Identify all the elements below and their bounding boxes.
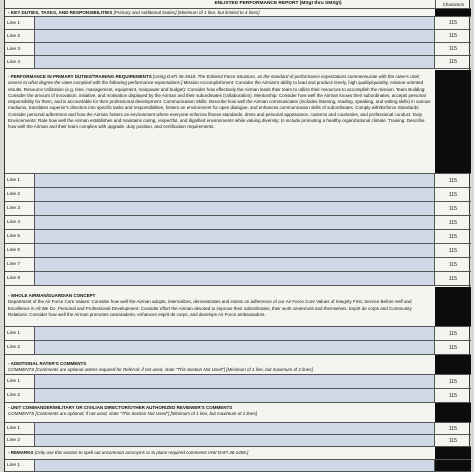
epr-form xyxy=(4,0,470,472)
whole-airman-heading: - WHOLE AIRMAN/GUARDIAN CONCEPT xyxy=(8,293,96,298)
character-count: 115 xyxy=(449,46,457,52)
character-count: 115 xyxy=(449,330,457,337)
line-label: Line 4 xyxy=(5,216,35,229)
performance-line-input[interactable] xyxy=(35,174,435,187)
performance-body: Mission Accomplishment: Consider the Airman's ability to lead and produce timely, high quality/quantity, mission-oriented results. Resource Utilization (e.g. time, management, equipment, manpower and budget): Consider how effectively the Airman leads their team to utilize their resources to accomplish the mission. Team Building: Consider the amount of innovation, initiative, and motivation displayed by the Airman and their subordinates (collaboration). Mentorship: Consider how well the Airman knows their subordinates, accepts personal responsibility for them, and is accountable for their professional development. Communication Skills: Describe how well the Airman communicates (includes listening, reading, speaking, and writing skills) in various mediums, translates superior's direction into specific tasks and responsibilities, fosters an environment for open dialogue, and enhances communication skills of subordinates. Comply with/Enforce Standards: Consider personal adherence and how the Airman fosters an environment where everyone enforces fitness standards, dress and personal appearance, customs and courtesies, and professional conduct. Duty Environments: Rate how well the Airman establishes and maintains caring, respectful, and dignified environments while valuing diversity; to include promoting a healthy organizational climate. Training: Describe how well the Airman and their team complies with upgrade, duty position, and certification requirements. xyxy=(8,80,431,130)
line-label: Line 1 xyxy=(5,375,35,388)
key-duties-note: [Primary and Additional Duties] [Minimum of 1 line, but limited to 4 lines] xyxy=(113,10,260,15)
key-duties-line-row xyxy=(5,30,471,43)
rater-line-input[interactable] xyxy=(35,375,435,388)
whole-airman-header xyxy=(5,287,471,327)
commander-heading: - UNIT COMMANDER/MILITARY OR CIVILIAN DIRECTOR/OTHER AUTHORIZED REVIEWER'S COMMENTS xyxy=(8,405,233,410)
whole-airman-body: Department of the Air Force Core Values: Consider how well the Airman adopts, internalizes, demonstrates and insists on adherence of our Air Force Core Values of Integrity First, Service Before Self and Excellence in All We Do. Personal and Professional Development: Consider effort the Airman devoted to improve their subordinates, their work center/unit and themselves. Esprit de corps and Community Relations: Consider how well the Airman promotes camaraderie, enhances esprit de corps, and develops Air Force ambassadors. xyxy=(8,299,412,317)
line-label: Line 5 xyxy=(5,230,35,243)
performance-line-row xyxy=(5,230,471,244)
performance-intro: [Using DAFI 36-2618, The Enlisted Force Structure, as the standard of performance expectations commensurate with the ratee's rank; assess to what degree the ratee complied with the following performance expectations.] xyxy=(8,74,421,86)
whole-airman-line-input[interactable] xyxy=(35,341,435,354)
whole-airman-line-row xyxy=(5,327,471,341)
rater-line-row xyxy=(5,389,471,403)
key-duties-line-row xyxy=(5,56,471,69)
rater-line-row xyxy=(5,375,471,389)
character-count: 115 xyxy=(449,378,457,385)
remarks-note: [Only use this section to spell out uncommon acronyms or to place required comments IAW DAFI 36-2406.] xyxy=(34,450,249,455)
commander-line-input[interactable] xyxy=(35,423,435,434)
line-label: Line 1 xyxy=(5,17,35,29)
line-label: Line 4 xyxy=(5,56,35,68)
performance-line-row xyxy=(5,174,471,188)
remarks-header xyxy=(5,447,471,460)
line-label: Line 6 xyxy=(5,244,35,257)
performance-line-row xyxy=(5,272,471,286)
character-count: 115 xyxy=(449,59,457,65)
performance-line-input[interactable] xyxy=(35,202,435,215)
key-duties-line-row xyxy=(5,43,471,56)
line-label: Line 8 xyxy=(5,272,35,285)
commander-line-input[interactable] xyxy=(35,435,435,446)
line-label: Line 2 xyxy=(5,30,35,42)
character-count: 115 xyxy=(449,205,457,212)
key-duties-line-input[interactable] xyxy=(35,17,435,29)
character-count: 115 xyxy=(449,20,457,26)
performance-line-row xyxy=(5,188,471,202)
whole-airman-line-row xyxy=(5,341,471,355)
key-duties-heading: - KEY DUTIES, TASKS, AND RESPONSIBILITIES xyxy=(8,10,113,15)
line-label: Line 3 xyxy=(5,202,35,215)
character-count: 115 xyxy=(449,233,457,240)
character-count: 115 xyxy=(449,344,457,351)
performance-line-row xyxy=(5,202,471,216)
form-title-row xyxy=(5,0,471,9)
line-label: Line 2 xyxy=(5,389,35,402)
character-count: 115 xyxy=(449,191,457,198)
key-duties-line-row xyxy=(5,17,471,30)
rater-header xyxy=(5,355,471,375)
line-label: Line 2 xyxy=(5,341,35,354)
character-count: 115 xyxy=(449,177,457,184)
character-count: 115 xyxy=(449,219,457,226)
rater-line-input[interactable] xyxy=(35,389,435,402)
key-duties-line-input[interactable] xyxy=(35,43,435,55)
whole-airman-line-input[interactable] xyxy=(35,327,435,340)
line-label: Line 1 xyxy=(5,460,35,471)
performance-line-input[interactable] xyxy=(35,244,435,257)
performance-line-row xyxy=(5,216,471,230)
character-count: 115 xyxy=(449,392,457,399)
performance-line-input[interactable] xyxy=(35,188,435,201)
form-title: ENLISTED PERFORMANCE REPORT (MSgt thru SMSgt) xyxy=(214,1,342,6)
performance-line-input[interactable] xyxy=(35,258,435,271)
key-duties-header xyxy=(5,9,471,17)
performance-line-input[interactable] xyxy=(35,230,435,243)
commander-note: COMMENTS [Comments are optional; if not used, state "This Section Not Used"] [Minimum of 1 line, but maximum of 2 lines] xyxy=(8,411,258,417)
key-duties-line-input[interactable] xyxy=(35,30,435,42)
performance-line-row xyxy=(5,258,471,272)
character-count: 115 xyxy=(449,425,457,432)
character-count: 115 xyxy=(449,33,457,39)
line-label: Line 7 xyxy=(5,258,35,271)
remarks-line-input[interactable] xyxy=(35,460,435,471)
character-count: 115 xyxy=(449,275,457,282)
line-label: Line 2 xyxy=(5,435,35,446)
performance-line-row xyxy=(5,244,471,258)
remarks-line-row xyxy=(5,460,471,472)
performance-header xyxy=(5,70,471,174)
character-count: 115 xyxy=(449,437,457,444)
line-label: Line 1 xyxy=(5,174,35,187)
line-label: Line 2 xyxy=(5,188,35,201)
rater-heading: - ADDITIONAL RATER'S COMMENTS xyxy=(8,361,87,366)
line-label: Line 1 xyxy=(5,327,35,340)
line-label: Line 1 xyxy=(5,423,35,434)
commander-line-row xyxy=(5,423,471,435)
character-count: 115 xyxy=(449,261,457,268)
remarks-heading: - REMARKS xyxy=(8,450,34,455)
characters-header: Characters xyxy=(435,0,471,8)
performance-line-input[interactable] xyxy=(35,216,435,229)
rater-note: COMMENTS [Comments are optional unless required for Referral; if not used, state "This Section Not Used"] [Minimum of 1 line, but maximum of 2 lines] xyxy=(8,367,313,373)
line-label: Line 3 xyxy=(5,43,35,55)
performance-heading: - PERFORMANCE IN PRIMARY DUTIES/TRAINING REQUIREMENTS xyxy=(8,74,152,79)
performance-line-input[interactable] xyxy=(35,272,435,285)
key-duties-line-input[interactable] xyxy=(35,56,435,68)
commander-header xyxy=(5,403,471,423)
commander-line-row xyxy=(5,435,471,447)
character-count: 115 xyxy=(449,247,457,254)
